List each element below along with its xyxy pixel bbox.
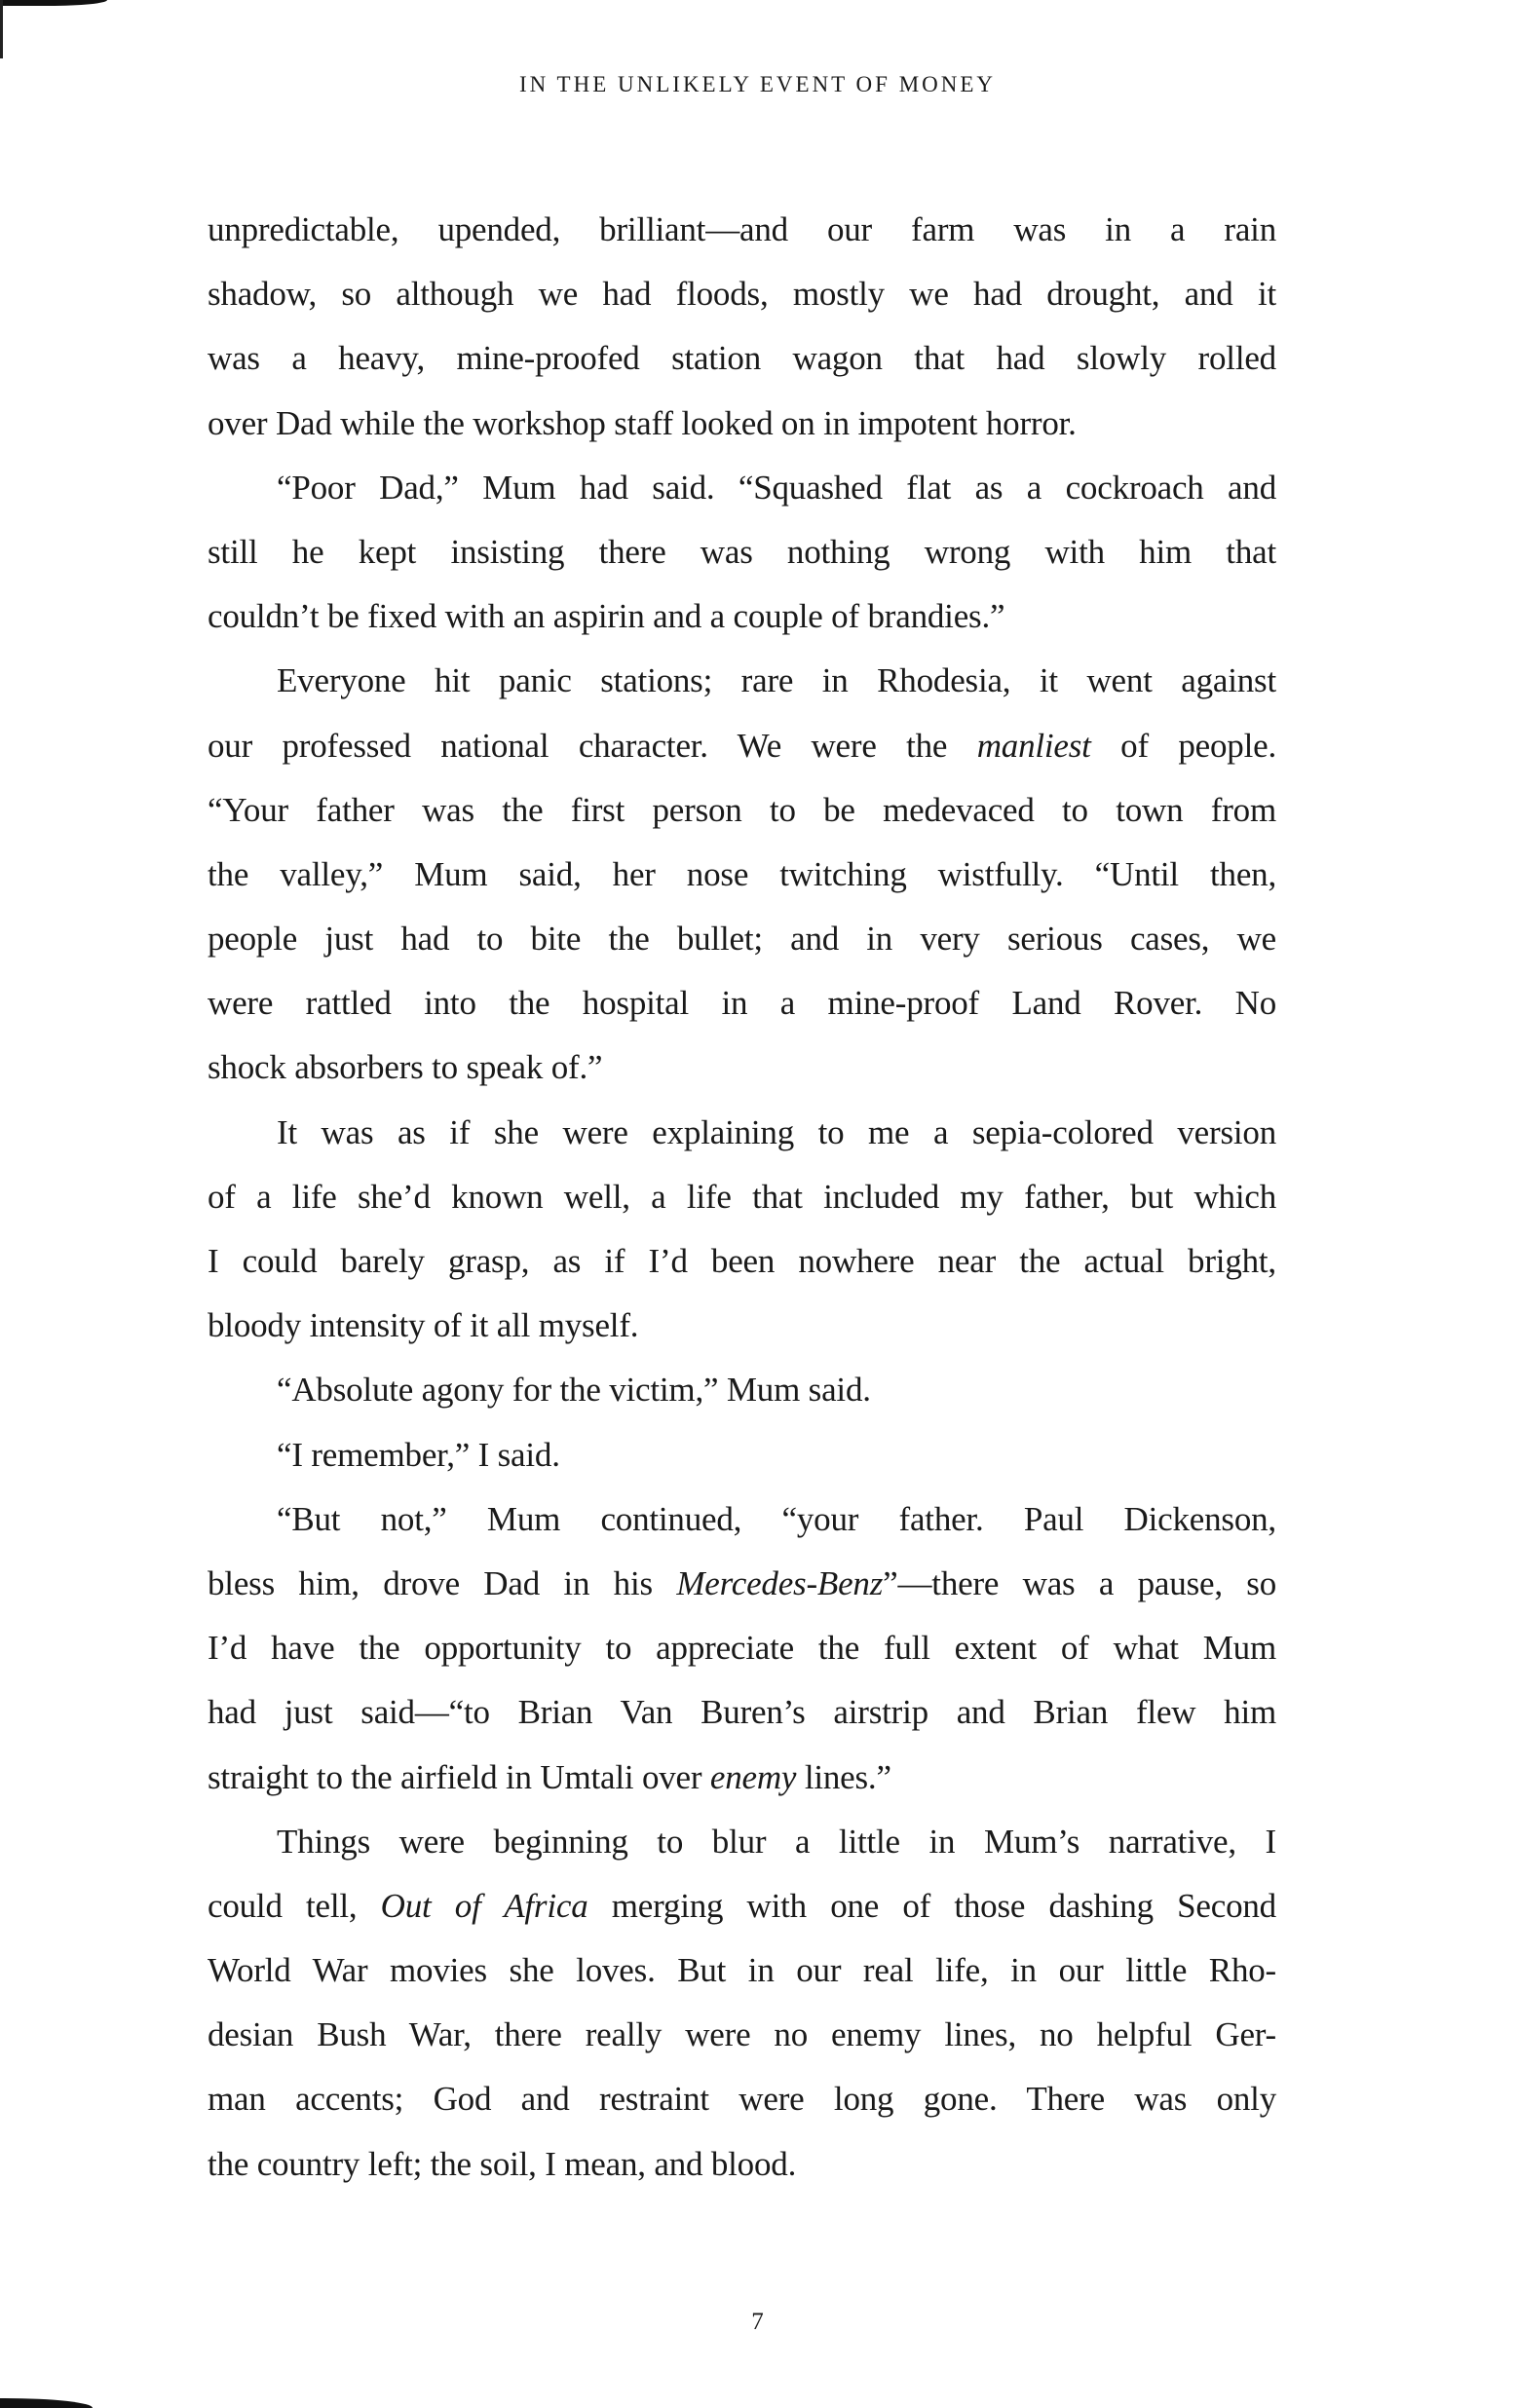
text-segment: I could barely grasp, as if I’d been nowhere near the actual bright, <box>208 1242 1276 1280</box>
text-segment: of a life she’d known well, a life that included my father, but which <box>208 1177 1276 1216</box>
text-segment: It was as if she were explaining to me a sepia-colored version <box>277 1112 1276 1151</box>
text-line <box>208 1487 1276 1552</box>
italic-text: Out of Africa <box>380 1886 588 1925</box>
text-line <box>208 778 1276 843</box>
text-segment: bloody intensity of it all myself. <box>208 1306 639 1345</box>
text-segment: shock absorbers to speak of.” <box>208 1048 603 1087</box>
scan-edge-bottom <box>0 2398 93 2408</box>
text-line <box>208 843 1276 907</box>
text-line <box>208 2067 1276 2131</box>
text-line <box>208 649 1276 713</box>
text-line <box>208 456 1276 520</box>
text-line <box>208 1938 1276 2003</box>
text-line <box>208 520 1276 584</box>
text-line <box>208 1423 1276 1487</box>
text-segment: people just had to bite the bullet; and in very serious cases, we <box>208 920 1276 959</box>
text-line <box>208 1552 1276 1616</box>
text-segment: “Your father was the first person to be medevaced to town from <box>208 790 1276 829</box>
text-segment: the valley,” Mum said, her nose twitching wistfully. “Until then, <box>208 854 1276 893</box>
text-line <box>208 1746 1276 1810</box>
text-line <box>208 971 1276 1035</box>
italic-text: Mercedes-Benz <box>676 1563 884 1602</box>
text-line <box>208 326 1276 391</box>
text-segment: Things were beginning to blur a little in Mum’s narrative, I <box>277 1822 1276 1861</box>
text-line <box>208 1680 1276 1745</box>
text-segment: desian Bush War, there really were no enemy lines, no helpful Ger- <box>208 2015 1276 2054</box>
text-segment: unpredictable, upended, brilliant—and our farm was in a rain <box>208 210 1276 248</box>
text-segment: straight to the airfield in Umtali over <box>208 1757 710 1796</box>
text-segment: could tell, <box>208 1886 381 1925</box>
text-segment: still he kept insisting there was nothing wrong with him that <box>208 532 1276 571</box>
scan-edge-left <box>0 0 3 58</box>
text-segment: over Dad while the workshop staff looked on in impotent horror. <box>208 403 1077 442</box>
text-line <box>208 1294 1276 1358</box>
text-segment: World War movies she loves. But in our real life, in our little Rho- <box>208 1951 1276 1990</box>
text-segment: of people. <box>1090 726 1276 765</box>
text-line <box>208 1229 1276 1294</box>
text-line <box>208 907 1276 971</box>
text-line <box>208 1358 1276 1422</box>
text-line <box>208 262 1276 326</box>
text-segment: merging with one of those dashing Second <box>587 1886 1276 1925</box>
text-line <box>208 1874 1276 1938</box>
text-line <box>208 1035 1276 1100</box>
italic-text: enemy <box>709 1757 797 1796</box>
text-line <box>208 1810 1276 1874</box>
text-line <box>208 714 1276 778</box>
text-line <box>208 392 1276 456</box>
page-number: 7 <box>751 2309 764 2335</box>
text-line <box>208 2003 1276 2067</box>
text-segment: were rattled into the hospital in a mine-proof Land Rover. No <box>208 984 1276 1023</box>
text-line <box>208 1101 1276 1165</box>
text-line <box>208 1616 1276 1680</box>
text-line <box>208 1165 1276 1229</box>
text-segment: the country left; the soil, I mean, and blood. <box>208 2144 797 2183</box>
text-segment: “Absolute agony for the victim,” Mum said. <box>277 1371 871 1410</box>
text-segment: ”—there was a pause, so <box>883 1563 1276 1602</box>
text-segment: lines.” <box>796 1757 891 1796</box>
text-segment: I’d have the opportunity to appreciate the full extent of what Mum <box>208 1629 1276 1668</box>
text-segment: had just said—“to Brian Van Buren’s airstrip and Brian flew him <box>208 1693 1276 1732</box>
text-line <box>208 584 1276 649</box>
text-segment: “Poor Dad,” Mum had said. “Squashed flat as a cockroach and <box>277 468 1276 507</box>
text-line <box>208 198 1276 262</box>
text-segment: shadow, so although we had floods, mostly we had drought, and it <box>208 275 1276 314</box>
text-segment: “I remember,” I said. <box>277 1435 560 1474</box>
text-segment: bless him, drove Dad in his <box>208 1563 677 1602</box>
italic-text: manliest <box>976 726 1091 765</box>
text-segment: our professed national character. We were the <box>208 726 977 765</box>
body-text <box>208 198 1276 2197</box>
running-head: IN THE UNLIKELY EVENT OF MONEY <box>518 72 997 96</box>
text-segment: couldn’t be fixed with an aspirin and a couple of brandies.” <box>208 597 1005 636</box>
scan-edge-top <box>0 0 107 6</box>
text-line <box>208 2132 1276 2197</box>
text-segment: was a heavy, mine-proofed station wagon that had slowly rolled <box>208 339 1276 378</box>
text-segment: man accents; God and restraint were long gone. There was only <box>208 2080 1276 2119</box>
text-segment: “But not,” Mum continued, “your father. Paul Dickenson, <box>277 1499 1276 1538</box>
text-segment: Everyone hit panic stations; rare in Rhodesia, it went against <box>277 661 1276 700</box>
